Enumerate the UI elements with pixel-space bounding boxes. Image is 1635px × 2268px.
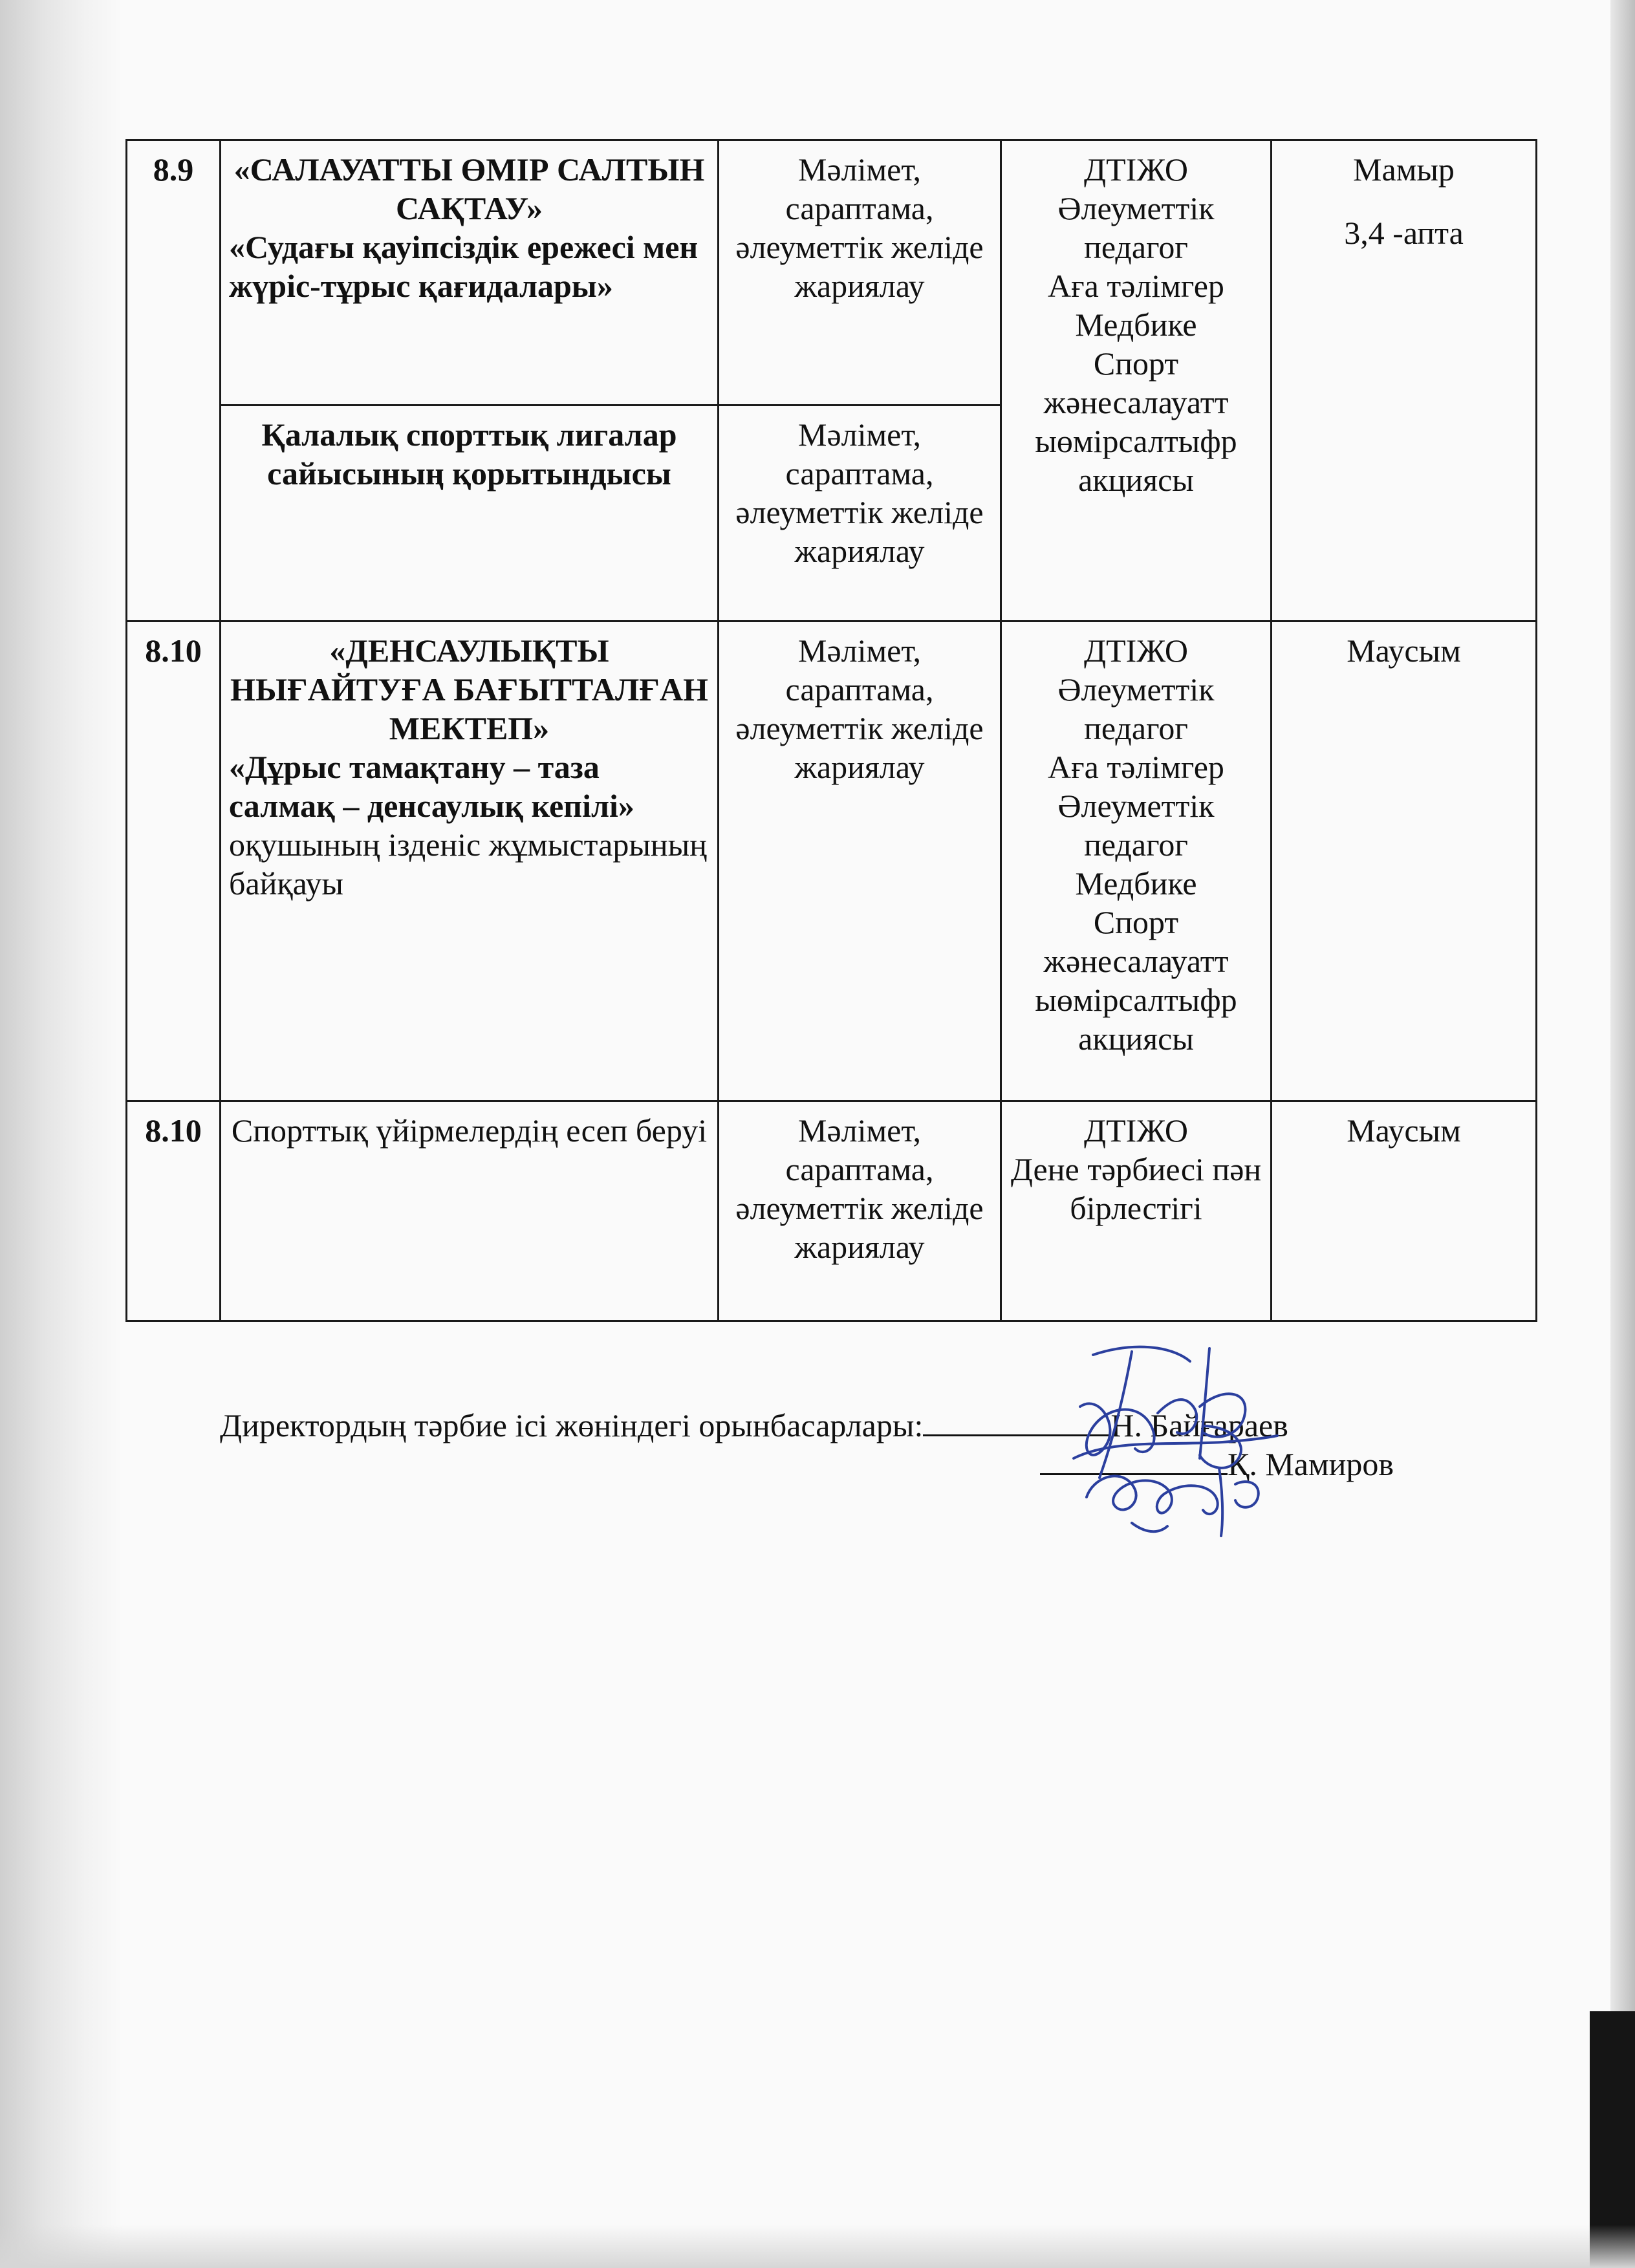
responsible-item: Спорт жәнесалауатт ыөмірсалтыфр акциясы [1035,904,1237,1057]
date-cell [1272,1101,1537,1321]
activity-title: «ДЕНСАУЛЫҚТЫ НЫҒАЙТУҒА БАҒЫТТАЛҒАН МЕКТЕП» [230,632,709,746]
responsible-cell [1001,621,1272,1101]
activity-cell: Спорттық үйірмелердің есеп беруі [221,1101,719,1321]
responsible-item: ДТІЖО [1084,632,1188,669]
scan-edge [1610,0,1635,2268]
form-cell: Мәлімет, сараптама, әлеуметтік желіде жариялау [719,405,1001,621]
responsible-item: Спорт жәнесалауатт ыөмірсалтыфр акциясы [1035,345,1237,498]
row-number: 8.10 [127,1101,221,1321]
row-number: 8.10 [127,621,221,1101]
date-month: Маусым [1347,632,1461,669]
date-cell [1272,140,1537,621]
activity-subtitle [229,748,709,903]
responsible-item: Аға тәлімгер [1048,268,1224,304]
responsible-item: ДТІЖО [1084,151,1188,188]
date-weeks: 3,4 -апта [1344,215,1464,251]
scan-shadow [0,0,123,2268]
responsible-item: ДТІЖО [1084,1112,1188,1149]
activity-cell [221,621,719,1101]
date-cell [1272,621,1537,1101]
date-month: Мамыр [1353,151,1455,188]
row-number: 8.9 [127,140,221,621]
table-row [127,1101,1537,1321]
form-cell: Мәлімет, сараптама, әлеуметтік желіде жариялау [719,1101,1001,1321]
responsible-item: Әлеуметтік педагог [1057,671,1215,746]
activity-title: Қалалық спорттық лигалар сайысының қорытындысы [261,416,677,491]
handwritten-signature [1054,1329,1287,1542]
responsible-item: Дене тәрбиесі пән бірлестігі [1010,1151,1262,1226]
responsible-item: Медбике [1075,307,1197,343]
activity-title: «САЛАУАТТЫ ӨМІР САЛТЫН САҚТАУ» [233,151,705,226]
position-label: Директордың тәрбие ісі жөніндегі орынбасарлары: [220,1407,924,1443]
activity-subtitle-bold: «Дұрыс тамақтану – таза салмақ – денсаулық кепілі» [229,749,634,824]
date-month: Маусым [1347,1112,1461,1149]
responsible-item: Әлеуметтік педагог [1057,190,1215,265]
signer-name: Н. Байғараев [1110,1407,1288,1443]
scan-fold [0,2225,1635,2268]
responsible-item: Әлеуметтік педагог [1057,788,1215,863]
form-cell: Мәлімет, сараптама, әлеуметтік желіде жариялау [719,140,1001,405]
responsible-cell [1001,1101,1272,1321]
form-cell: Мәлімет, сараптама, әлеуметтік желіде жариялау [719,621,1001,1101]
responsible-item: Аға тәлімгер [1048,749,1224,785]
table-row [127,621,1537,1101]
activity-subtitle: «Судағы қауіпсіздік ережесі мен жүріс-тұрыс қағидалары» [229,229,698,304]
event-plan-table [125,139,1537,1322]
activity-subtitle-rest: оқушының ізденіс жұмыстарының байқауы [229,826,708,902]
responsible-cell [1001,140,1272,621]
activity-cell [221,405,719,621]
table-row [127,140,1537,405]
signer-name: Қ. Мамиров [1228,1446,1394,1482]
activity-cell [221,140,719,405]
responsible-item: Медбике [1075,865,1197,902]
